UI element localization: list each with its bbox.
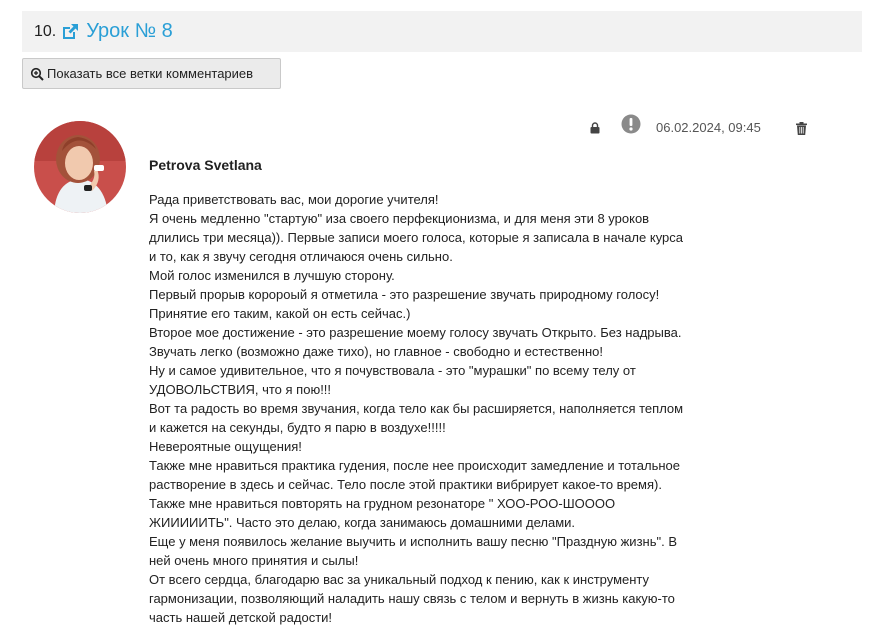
lesson-header xyxy=(22,11,862,52)
comment-line: часть нашей детской радости! xyxy=(149,610,333,625)
comment-line: гармонизации, позволяющий наладить нашу связь с телом и вернуть в жизнь какую-то xyxy=(149,591,675,606)
comment-line: и кажется на секунды, будто я парю в воздухе!!!!! xyxy=(149,420,446,435)
comment-line: Я очень медленно "стартую" иза своего перфекционизма, и для меня эти 8 уроков xyxy=(149,211,650,226)
alert-icon[interactable] xyxy=(621,114,641,134)
comment-line: Первый прорыв коророый я отметила - это разрешение звучать природному голосу! xyxy=(149,287,660,302)
comment-line: растворение в здесь и сейчас. Тело после этой практики вибрирует какое-то время). xyxy=(149,477,662,492)
comment-line: От всего сердца, благодарю вас за уникальный подход к пению, как к инструменту xyxy=(149,572,650,587)
comment-line: Мой голос изменился в лучшую сторону. xyxy=(149,268,395,283)
comment-line: Невероятные ощущения! xyxy=(149,439,302,454)
comment-line: Вот та радость во время звучания, когда тело как бы расширяется, наполняется теплом xyxy=(149,401,684,416)
lesson-title: Урок № 8 xyxy=(86,20,173,42)
comment-line: Второе мое достижение - это разрешение моему голосу звучать Открыто. Без надрыва. xyxy=(149,325,682,340)
show-all-threads-button[interactable] xyxy=(22,58,281,89)
comment-line: Еще у меня появилось желание выучить и исполнить вашу песню "Праздную жизнь". В xyxy=(149,534,677,549)
comment-author: Petrova Svetlana xyxy=(149,157,262,173)
lock-icon[interactable] xyxy=(590,122,600,134)
comment-line: Также мне нравиться повторять на грудном резонаторе " ХОО-РОО-ШОООО xyxy=(149,496,616,511)
avatar xyxy=(34,121,126,213)
comment-line: ней очень много принятия и сылы! xyxy=(149,553,359,568)
comment-line: Звучать легко (возможно даже тихо), но главное - свободно и естественно! xyxy=(149,344,604,359)
comment-line: ЖИИИИИТЬ". Часто это делаю, когда занимаюсь домашними делами. xyxy=(149,515,576,530)
comment-line: и то, как я звучу сегодня отличаюся очень сильно. xyxy=(149,249,453,264)
comment-line: Ну и самое удивительное, что я почувствовала - это "мурашки" по всему телу от xyxy=(149,363,636,378)
trash-icon[interactable] xyxy=(796,122,807,135)
show-all-threads-label: Показать все ветки комментариев xyxy=(47,66,254,81)
comment-line: Также мне нравиться практика гудения, после нее происходит замедление и тотальное xyxy=(149,458,680,473)
comment-line: Принятие его таким, какой он есть сейчас.) xyxy=(149,306,411,321)
previous-item-cut xyxy=(22,0,322,5)
comment-meta xyxy=(586,116,816,138)
lesson-number: 10. xyxy=(34,22,57,40)
comment-line: УДОВОЛЬСТВИЯ, что я пою!!! xyxy=(149,382,332,397)
comment-line: Рада приветствовать вас, мои дорогие учителя! xyxy=(149,192,439,207)
lesson-link[interactable] xyxy=(60,20,173,43)
zoom-in-icon xyxy=(30,67,44,81)
comment-line: длились три месяца)). Первые записи моего голоса, которые я записала в начале курса xyxy=(149,230,684,245)
comment-body xyxy=(149,190,739,627)
external-link-icon xyxy=(60,22,80,42)
comment-date: 06.02.2024, 09:45 xyxy=(656,120,761,135)
